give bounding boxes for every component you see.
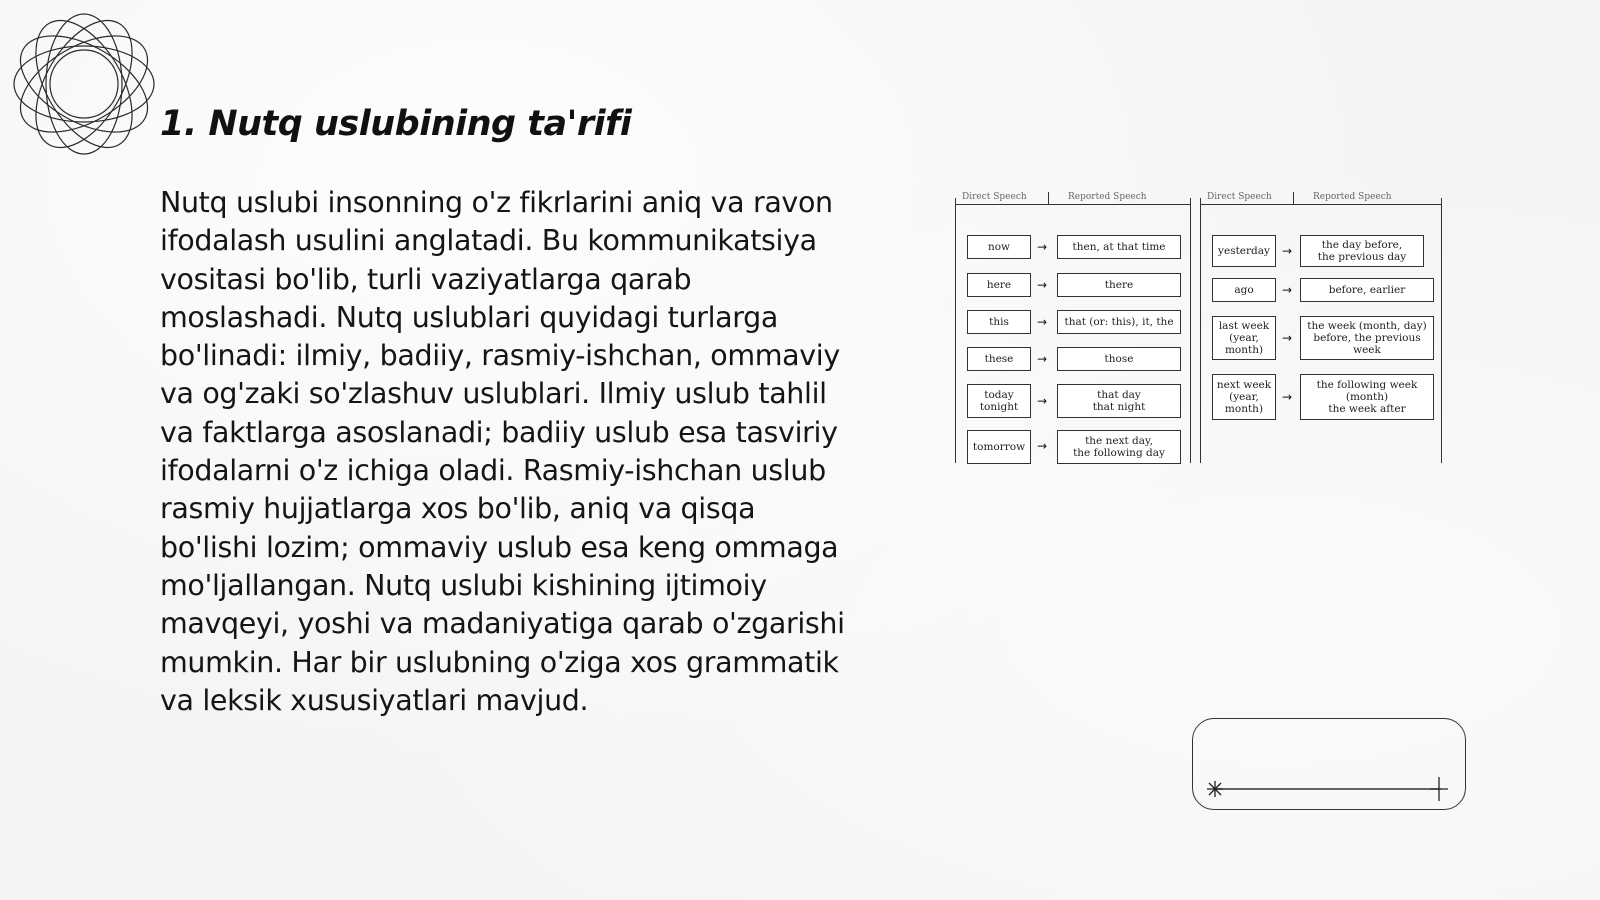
table-cell-reported: that (or: this), it, the	[1057, 310, 1181, 334]
table-header-right	[1201, 192, 1441, 205]
arrow-icon: →	[1037, 278, 1048, 292]
table-cell-direct: this	[967, 310, 1031, 334]
slide-body-text: Nutq uslubi insonning o'z fikrlarini aniq va ravon ifodalash usulini anglatadi. Bu kommunikatsiya vositasi bo'lib, turli vaziyatlarga qarab moslashadi. Nutq uslublari quyidagi turlarga bo'linadi: ilmiy, badiiy, rasmiy-ishchan, ommaviy va og'zaki so'zlashuv uslublari. Ilmiy uslub tahlil va faktlarga asoslanadi; badiiy uslub esa tasviriy ifodalarni o'z ichiga oladi. Rasmiy-ishchan uslub rasmiy hujjatlarga xos bo'lib, aniq va qisqa bo'lishi lozim; ommaviy uslub esa keng ommaga mo'ljallangan. Nutq uslubi kishining ijtimoiy mavqeyi, yoshi va madaniyatiga qarab o'zgarishi mumkin. Har bir uslubning o'ziga xos grammatik va leksik xususiyatlari mavjud.	[160, 186, 845, 717]
table-cell-reported: then, at that time	[1057, 235, 1181, 259]
decorative-line	[1193, 719, 1467, 811]
header-reported-label: Reported Speech	[1313, 192, 1392, 202]
cross-star-icon	[1430, 777, 1448, 801]
table-cell-reported: there	[1057, 273, 1181, 297]
arrow-icon: →	[1282, 283, 1293, 297]
arrow-icon: →	[1282, 390, 1293, 404]
table-cell-direct: now	[967, 235, 1031, 259]
arrow-icon: →	[1037, 439, 1048, 453]
table-cell-direct: ago	[1212, 278, 1276, 302]
spirograph-circle-icon	[10, 10, 158, 158]
table-cell-reported: the following week (month) the week after	[1300, 374, 1434, 420]
table-cell-reported: before, earlier	[1300, 278, 1434, 302]
reported-speech-table	[955, 192, 1445, 463]
sparkle-icon	[1207, 781, 1223, 797]
header-reported-label: Reported Speech	[1068, 192, 1147, 202]
arrow-icon: →	[1282, 244, 1293, 258]
table-cell-reported: the day before, the previous day	[1300, 235, 1424, 267]
table-header-left	[956, 192, 1190, 205]
table-cell-reported: that day that night	[1057, 384, 1181, 418]
table-cell-direct: yesterday	[1212, 235, 1276, 267]
table-cell-direct: these	[967, 347, 1031, 371]
table-cell-reported: the week (month, day) before, the previous week	[1300, 316, 1434, 360]
table-cell-direct: tomorrow	[967, 430, 1031, 464]
arrow-icon: →	[1037, 240, 1048, 254]
table-cell-direct: here	[967, 273, 1031, 297]
arrow-icon: →	[1037, 315, 1048, 329]
table-cell-reported: the next day, the following day	[1057, 430, 1181, 464]
arrow-icon: →	[1037, 352, 1048, 366]
table-cell-direct: last week (year, month)	[1212, 316, 1276, 360]
table-cell-direct: today tonight	[967, 384, 1031, 418]
decorative-frame	[1192, 718, 1466, 810]
table-cell-direct: next week (year, month)	[1212, 374, 1276, 420]
header-direct-label: Direct Speech	[962, 192, 1027, 202]
arrow-icon: →	[1282, 331, 1293, 345]
slide-title: 1. Nutq uslubining ta'rifi	[160, 104, 632, 144]
arrow-icon: →	[1037, 394, 1048, 408]
header-direct-label: Direct Speech	[1207, 192, 1272, 202]
table-cell-reported: those	[1057, 347, 1181, 371]
